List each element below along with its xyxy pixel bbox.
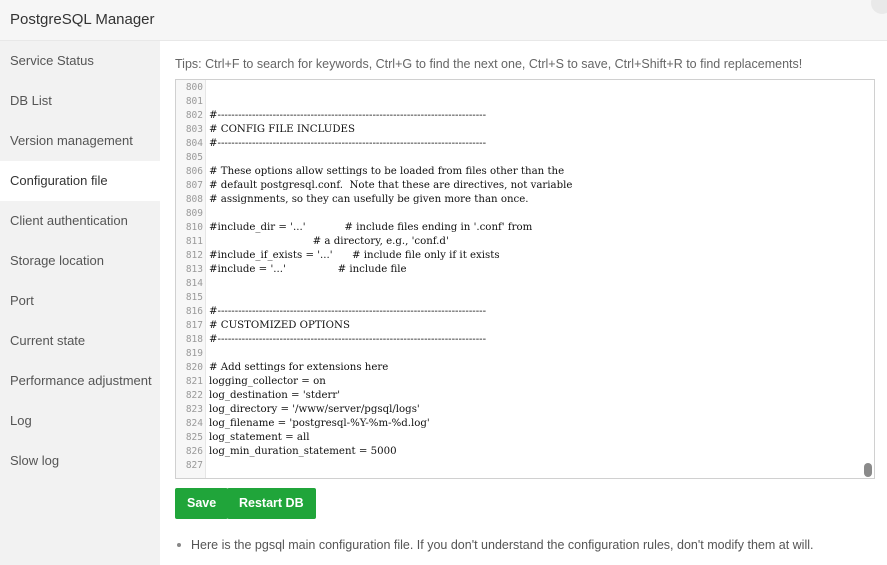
line-number: 826 xyxy=(185,446,203,457)
sidebar-item-port[interactable]: Port xyxy=(10,293,34,308)
code-line xyxy=(176,207,836,221)
line-text: #include_dir = '...' # include files ending in '.conf' from xyxy=(209,222,533,233)
line-text: #------------------------------------------------------------------------------ xyxy=(209,306,487,317)
sidebar-item-version-management[interactable]: Version management xyxy=(10,133,133,148)
sidebar-item-performance-adjustment[interactable]: Performance adjustment xyxy=(10,373,152,388)
line-number: 807 xyxy=(185,180,203,191)
line-text: log_statement = all xyxy=(209,432,310,443)
sidebar-item-configuration-file[interactable]: Configuration file xyxy=(0,161,160,201)
line-number: 806 xyxy=(185,166,203,177)
line-number: 824 xyxy=(185,418,203,429)
code-line xyxy=(176,389,836,403)
line-text: logging_collector = on xyxy=(209,376,326,387)
title-bar xyxy=(0,0,887,41)
close-button[interactable] xyxy=(871,0,887,14)
line-number: 814 xyxy=(185,278,203,289)
sidebar-item-current-state[interactable]: Current state xyxy=(10,333,86,348)
line-number: 822 xyxy=(185,390,203,401)
code-line xyxy=(176,235,836,249)
line-number: 813 xyxy=(185,264,203,275)
sidebar-item-storage-location[interactable]: Storage location xyxy=(10,253,104,268)
line-number: 805 xyxy=(185,152,203,163)
code-line xyxy=(176,445,836,459)
code-line xyxy=(176,305,836,319)
tips-text: Tips: Ctrl+F to search for keywords, Ctrl+G to find the next one, Ctrl+S to save, Ctrl+Shift+R to find replacements! xyxy=(175,57,803,71)
code-line xyxy=(176,333,836,347)
line-number: 816 xyxy=(185,306,203,317)
code-line xyxy=(176,319,836,333)
code-line xyxy=(176,151,836,165)
line-number: 815 xyxy=(185,292,203,303)
bullet-icon xyxy=(177,543,181,547)
sidebar-item-slow-log[interactable]: Slow log xyxy=(10,453,60,468)
line-text: # These options allow settings to be loaded from files other than the xyxy=(209,166,565,177)
code-line xyxy=(176,137,836,151)
line-number: 802 xyxy=(185,110,203,121)
code-line xyxy=(176,347,836,361)
code-line xyxy=(176,123,836,137)
code-line xyxy=(176,179,836,193)
line-number: 823 xyxy=(185,404,203,415)
line-number: 820 xyxy=(185,362,203,373)
line-number: 818 xyxy=(185,334,203,345)
code-line xyxy=(176,165,836,179)
code-line xyxy=(176,263,836,277)
line-number: 809 xyxy=(185,208,203,219)
line-number: 827 xyxy=(185,460,203,471)
line-text: # assignments, so they can usefully be given more than once. xyxy=(209,194,529,205)
line-text: #include_if_exists = '...' # include file only if it exists xyxy=(209,250,500,261)
editor-scrollbar[interactable] xyxy=(864,463,872,477)
code-line xyxy=(176,403,836,417)
line-text: # Add settings for extensions here xyxy=(209,362,389,373)
save-button[interactable]: Save xyxy=(175,488,228,519)
line-text: #------------------------------------------------------------------------------ xyxy=(209,110,487,121)
code-line xyxy=(176,417,836,431)
line-text: # CONFIG FILE INCLUDES xyxy=(209,124,355,135)
line-text: # a directory, e.g., 'conf.d' xyxy=(209,236,449,247)
help-note xyxy=(175,538,813,552)
code-line xyxy=(176,109,836,123)
line-number: 808 xyxy=(185,194,203,205)
line-text: #include = '...' # include file xyxy=(209,264,407,275)
line-text: log_min_duration_statement = 5000 xyxy=(209,446,397,457)
line-number: 801 xyxy=(185,96,203,107)
sidebar-item-service-status[interactable]: Service Status xyxy=(10,53,94,68)
line-number: 825 xyxy=(185,432,203,443)
line-number: 800 xyxy=(185,82,203,93)
sidebar xyxy=(0,41,160,565)
help-note-text: Here is the pgsql main configuration file. If you don't understand the configuration rules, don't modify them at will. xyxy=(191,538,814,552)
sidebar-item-client-authentication[interactable]: Client authentication xyxy=(10,213,128,228)
code-line xyxy=(176,431,836,445)
line-text: # CUSTOMIZED OPTIONS xyxy=(209,320,350,331)
line-number: 817 xyxy=(185,320,203,331)
line-number: 821 xyxy=(185,376,203,387)
code-line xyxy=(176,361,836,375)
restart-db-button[interactable]: Restart DB xyxy=(227,488,316,519)
code-line xyxy=(176,291,836,305)
code-line xyxy=(176,221,836,235)
sidebar-item-db-list[interactable]: DB List xyxy=(10,93,52,108)
code-line xyxy=(176,459,836,473)
line-text: log_destination = 'stderr' xyxy=(209,390,341,401)
line-number: 819 xyxy=(185,348,203,359)
line-number: 811 xyxy=(185,236,203,247)
code-line xyxy=(176,277,836,291)
code-line xyxy=(176,375,836,389)
code-line xyxy=(176,249,836,263)
main-panel xyxy=(160,41,887,565)
window-title: PostgreSQL Manager xyxy=(10,11,155,28)
code-line xyxy=(176,95,836,109)
line-text: # default postgresql.conf. Note that these are directives, not variable xyxy=(209,180,573,191)
line-number: 810 xyxy=(185,222,203,233)
line-number: 804 xyxy=(185,138,203,149)
config-editor[interactable] xyxy=(175,79,875,479)
line-text: log_filename = 'postgresql-%Y-%m-%d.log' xyxy=(209,418,430,429)
code-line xyxy=(176,193,836,207)
line-text: #------------------------------------------------------------------------------ xyxy=(209,138,487,149)
line-text: #------------------------------------------------------------------------------ xyxy=(209,334,487,345)
line-number: 812 xyxy=(185,250,203,261)
code-line xyxy=(176,81,836,95)
editor-lines xyxy=(176,81,836,473)
line-text: log_directory = '/www/server/pgsql/logs' xyxy=(209,404,420,415)
sidebar-item-log[interactable]: Log xyxy=(10,413,32,428)
line-number: 803 xyxy=(185,124,203,135)
